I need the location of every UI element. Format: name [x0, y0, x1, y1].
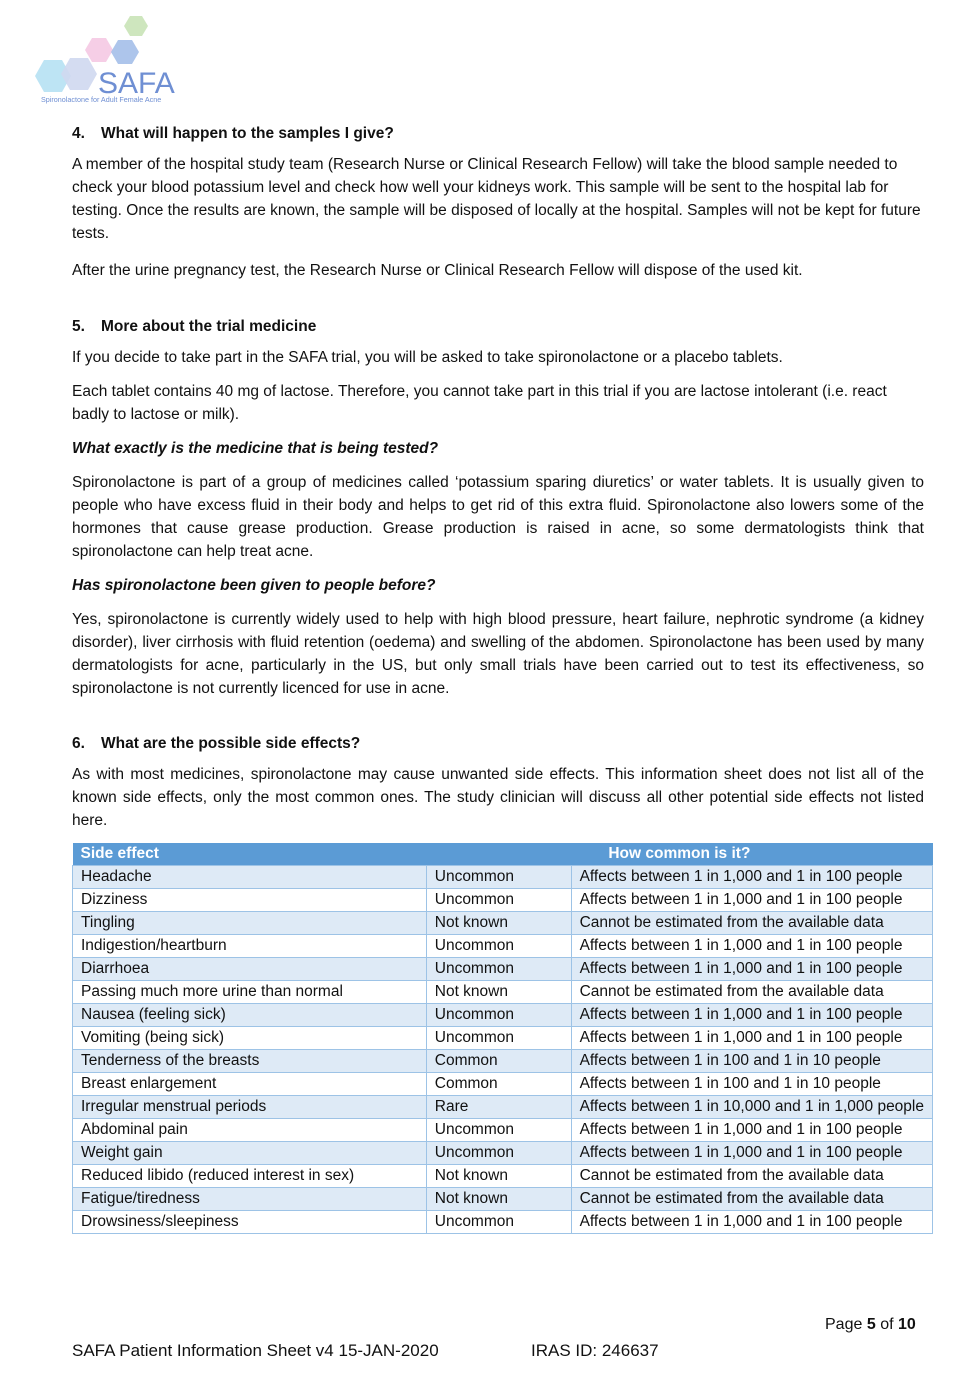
cell-description: Affects between 1 in 1,000 and 1 in 100 people: [571, 1004, 932, 1027]
cell-frequency: Common: [426, 1073, 571, 1096]
main-content: [72, 122, 924, 1234]
cell-side-effect: Weight gain: [73, 1142, 427, 1165]
table-row: [73, 1119, 933, 1142]
table-row: [73, 1027, 933, 1050]
table-header-row: [73, 843, 933, 866]
section-4-paragraph-2: After the urine pregnancy test, the Research Nurse or Clinical Research Fellow will dispose of the used kit.: [72, 262, 803, 279]
table-row: [73, 1096, 933, 1119]
cell-side-effect: Nausea (feeling sick): [73, 1004, 427, 1027]
cell-description: Cannot be estimated from the available data: [571, 1165, 932, 1188]
cell-description: Affects between 1 in 1,000 and 1 in 100 people: [571, 1027, 932, 1050]
cell-frequency: Uncommon: [426, 1119, 571, 1142]
cell-description: Affects between 1 in 100 and 1 in 10 people: [571, 1073, 932, 1096]
cell-description: Affects between 1 in 1,000 and 1 in 100 people: [571, 1119, 932, 1142]
table-row: [73, 889, 933, 912]
page-of: of: [880, 1316, 894, 1333]
table-row: [73, 1142, 933, 1165]
section-4-number: 4.: [72, 125, 85, 142]
cell-frequency: Uncommon: [426, 1211, 571, 1234]
section-5-number: 5.: [72, 318, 85, 335]
table-row: [73, 1211, 933, 1234]
cell-frequency: Not known: [426, 981, 571, 1004]
cell-side-effect: Abdominal pain: [73, 1119, 427, 1142]
cell-side-effect: Passing much more urine than normal: [73, 981, 427, 1004]
section-6-heading: [72, 732, 924, 755]
section-5-question-1: What exactly is the medicine that is being tested?: [72, 440, 439, 457]
cell-side-effect: Indigestion/heartburn: [73, 935, 427, 958]
cell-description: Affects between 1 in 1,000 and 1 in 100 people: [571, 866, 932, 889]
cell-frequency: Rare: [426, 1096, 571, 1119]
section-5-heading: [72, 315, 924, 338]
section-6-number: 6.: [72, 735, 85, 752]
footer-document-title: SAFA Patient Information Sheet v4 15-JAN-2020: [72, 1341, 439, 1360]
logo-hexagon-pink: [85, 38, 113, 62]
section-5-paragraph-1: If you decide to take part in the SAFA trial, you will be asked to take spironolactone or a placebo tablets.: [72, 349, 783, 366]
page-label: Page: [825, 1316, 863, 1333]
cell-description: Affects between 1 in 1,000 and 1 in 100 people: [571, 935, 932, 958]
cell-frequency: Uncommon: [426, 958, 571, 981]
cell-frequency: Not known: [426, 1165, 571, 1188]
cell-description: Cannot be estimated from the available data: [571, 912, 932, 935]
section-5-paragraph-3: Spironolactone is part of a group of medicines called ‘potassium sparing diuretics’ or water tablets. It is usually given to people who have excess fluid in their body and helps to get rid of this extra fluid. Spironolactone also lowers some of the hormones that cause grease production. Grease production is raised in acne, so some dermatologists think that spironolactone can help treat acne.: [72, 474, 924, 560]
header-side-effect: Side effect: [73, 843, 427, 866]
logo-hexagon-blue: [111, 40, 139, 64]
cell-description: Affects between 1 in 10,000 and 1 in 1,000 people: [571, 1096, 932, 1119]
cell-side-effect: Headache: [73, 866, 427, 889]
section-5-title: More about the trial medicine: [101, 318, 317, 335]
section-4-paragraph-1: A member of the hospital study team (Research Nurse or Clinical Research Fellow) will take the blood sample needed to check your blood potassium level and check how well your kidneys work. This sample will be sent to the hospital lab for testing. Once the results are known, the sample will be disposed of locally at the hospital. Samples will not be kept for future tests.: [72, 156, 921, 242]
side-effects-table: [72, 843, 933, 1234]
cell-description: Cannot be estimated from the available data: [571, 981, 932, 1004]
cell-side-effect: Dizziness: [73, 889, 427, 912]
section-6-title: What are the possible side effects?: [101, 735, 361, 752]
logo-hexagon-lavender: [61, 58, 97, 90]
cell-description: Cannot be estimated from the available data: [571, 1188, 932, 1211]
cell-side-effect: Tenderness of the breasts: [73, 1050, 427, 1073]
cell-frequency: Uncommon: [426, 935, 571, 958]
cell-frequency: Not known: [426, 1188, 571, 1211]
table-row: [73, 912, 933, 935]
table-row: [73, 866, 933, 889]
cell-side-effect: Breast enlargement: [73, 1073, 427, 1096]
cell-frequency: Uncommon: [426, 1004, 571, 1027]
cell-side-effect: Fatigue/tiredness: [73, 1188, 427, 1211]
cell-frequency: Uncommon: [426, 1027, 571, 1050]
page-current: 5: [866, 1316, 876, 1333]
cell-frequency: Uncommon: [426, 1142, 571, 1165]
cell-description: Affects between 1 in 1,000 and 1 in 100 people: [571, 1211, 932, 1234]
cell-description: Affects between 1 in 1,000 and 1 in 100 people: [571, 958, 932, 981]
cell-description: Affects between 1 in 1,000 and 1 in 100 people: [571, 889, 932, 912]
footer-iras-id: IRAS ID: 246637: [531, 1341, 659, 1360]
table-body: [73, 866, 933, 1234]
cell-frequency: Uncommon: [426, 889, 571, 912]
cell-side-effect: Reduced libido (reduced interest in sex): [73, 1165, 427, 1188]
cell-side-effect: Diarrhoea: [73, 958, 427, 981]
cell-frequency: Common: [426, 1050, 571, 1073]
table-row: [73, 1165, 933, 1188]
cell-frequency: Uncommon: [426, 866, 571, 889]
table-row: [73, 1073, 933, 1096]
table-row: [73, 1188, 933, 1211]
header-how-common: How common is it?: [426, 843, 932, 866]
logo-hexagon-green: [124, 16, 148, 36]
table-row: [73, 981, 933, 1004]
section-4-heading: [72, 122, 924, 145]
cell-side-effect: Tingling: [73, 912, 427, 935]
logo-name: SAFA: [98, 67, 175, 100]
section-6-paragraph-1: As with most medicines, spironolactone may cause unwanted side effects. This information sheet does not list all of the known side effects, only the most common ones. The study clinician will discuss all other potential side effects not listed here.: [72, 766, 924, 829]
table-row: [73, 958, 933, 981]
section-5-paragraph-2: Each tablet contains 40 mg of lactose. Therefore, you cannot take part in this trial if you are lactose intolerant (i.e. react badly to lactose or milk).: [72, 383, 887, 423]
cell-frequency: Not known: [426, 912, 571, 935]
cell-side-effect: Irregular menstrual periods: [73, 1096, 427, 1119]
cell-side-effect: Drowsiness/sleepiness: [73, 1211, 427, 1234]
page-total: 10: [897, 1316, 916, 1333]
table-row: [73, 1004, 933, 1027]
safa-logo: [34, 14, 194, 106]
table-row: [73, 935, 933, 958]
section-5-paragraph-4: Yes, spironolactone is currently widely used to help with high blood pressure, heart failure, nephrotic syndrome (a kidney disorder), liver cirrhosis with fluid retention (oedema) and swelling of the abdomen. Spironolactone has been used by many dermatologists for acne, particularly in the US, but only small trials have been carried out to test its effectiveness, so spironolactone is not currently licenced for use in acne.: [72, 611, 924, 697]
cell-side-effect: Vomiting (being sick): [73, 1027, 427, 1050]
cell-description: Affects between 1 in 100 and 1 in 10 people: [571, 1050, 932, 1073]
logo-tagline: Spironolactone for Adult Female Acne: [41, 95, 162, 104]
cell-description: Affects between 1 in 1,000 and 1 in 100 people: [571, 1142, 932, 1165]
section-4-title: What will happen to the samples I give?: [101, 125, 394, 142]
table-row: [73, 1050, 933, 1073]
page-number: [825, 1316, 916, 1334]
section-5-question-2: Has spironolactone been given to people before?: [72, 577, 436, 594]
